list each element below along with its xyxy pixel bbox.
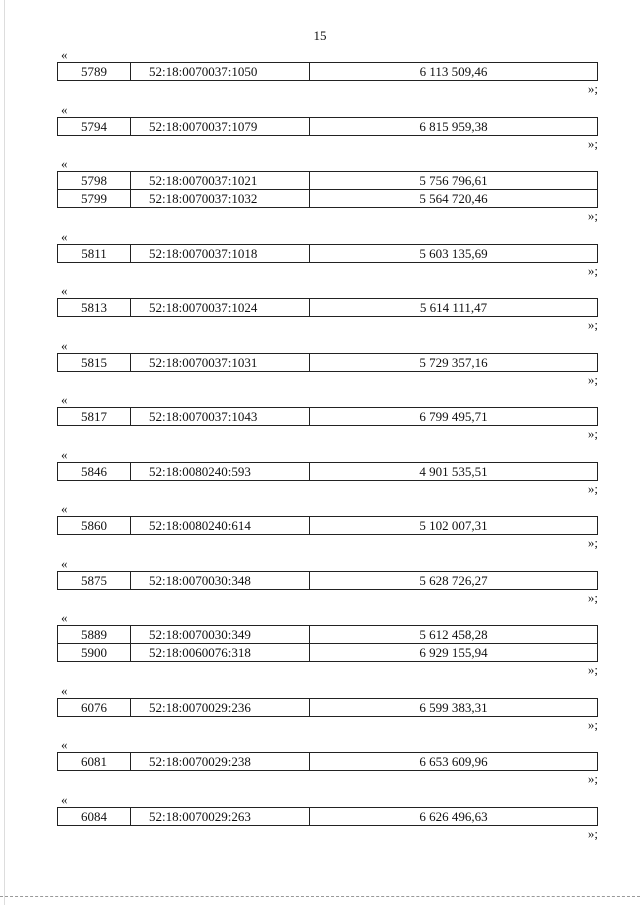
amendment-block (57, 611, 598, 678)
cadastral-table (57, 62, 598, 81)
amendment-block (57, 502, 598, 551)
closing-quote: »; (587, 771, 598, 786)
cadastral-table (57, 171, 598, 208)
cadastral-number-cell: 52:18:0080240:593 (131, 462, 310, 480)
cadastral-number-cell: 52:18:0070037:1021 (131, 172, 310, 190)
closing-quote: »; (587, 716, 598, 732)
table-row (58, 408, 598, 426)
cadastral-table (57, 752, 598, 771)
cadastral-number-cell: 52:18:0070030:349 (131, 626, 310, 644)
amendment-block (57, 284, 598, 333)
row-number-cell: 6076 (58, 698, 131, 716)
amendment-block (57, 48, 598, 97)
table-row (58, 117, 598, 135)
cadastral-table (57, 117, 598, 136)
row-number-cell: 5875 (58, 571, 131, 589)
amendment-block (57, 448, 598, 497)
opening-quote: « (61, 737, 68, 752)
table-row (58, 63, 598, 81)
table-row (58, 244, 598, 262)
amendment-block (57, 557, 598, 606)
footer-line (0, 896, 640, 897)
cadastral-table (57, 516, 598, 535)
cadastral-number-cell: 52:18:0060076:318 (131, 644, 310, 662)
cadastral-table (57, 462, 598, 481)
table-row (58, 299, 598, 317)
opening-quote: « (61, 337, 68, 353)
row-number-cell: 5860 (58, 517, 131, 535)
cadastral-number-cell: 52:18:0070029:236 (131, 698, 310, 716)
opening-quote: « (61, 47, 68, 62)
cadastral-number-cell: 52:18:0070029:263 (131, 807, 310, 825)
row-number-cell: 5846 (58, 462, 131, 480)
closing-quote: »; (587, 371, 598, 387)
opening-quote: « (61, 501, 68, 516)
cadastral-value-cell: 6 599 383,31 (310, 698, 598, 716)
opening-quote: « (61, 101, 68, 117)
row-number-cell: 5815 (58, 353, 131, 371)
closing-quote: »; (587, 317, 598, 332)
table-row (58, 753, 598, 771)
cadastral-number-cell: 52:18:0070037:1079 (131, 117, 310, 135)
cadastral-number-cell: 52:18:0080240:614 (131, 517, 310, 535)
table-row (58, 353, 598, 371)
closing-quote: »; (587, 208, 598, 223)
closing-quote: »; (587, 135, 598, 151)
closing-quote: »; (587, 480, 598, 496)
closing-quote: »; (587, 535, 598, 550)
table-row (58, 626, 598, 644)
table-row (58, 517, 598, 535)
opening-quote: « (61, 446, 68, 462)
cadastral-value-cell: 5 612 458,28 (310, 626, 598, 644)
cadastral-value-cell: 6 799 495,71 (310, 408, 598, 426)
amendment-block (57, 684, 598, 733)
cadastral-value-cell: 5 756 796,61 (310, 172, 598, 190)
cadastral-number-cell: 52:18:0070037:1050 (131, 63, 310, 81)
cadastral-table (57, 353, 598, 372)
amendment-block (57, 393, 598, 442)
row-number-cell: 5789 (58, 63, 131, 81)
table-row (58, 571, 598, 589)
page-number: 15 (313, 28, 327, 43)
closing-quote: »; (587, 426, 598, 441)
opening-quote: « (61, 283, 68, 298)
opening-quote: « (61, 392, 68, 407)
row-number-cell: 5817 (58, 408, 131, 426)
page-edge-line (4, 0, 5, 905)
row-number-cell: 5794 (58, 117, 131, 135)
cadastral-value-cell: 5 603 135,69 (310, 244, 598, 262)
row-number-cell: 5799 (58, 190, 131, 208)
cadastral-table (57, 571, 598, 590)
row-number-cell: 5798 (58, 172, 131, 190)
cadastral-value-cell: 4 901 535,51 (310, 462, 598, 480)
cadastral-table (57, 698, 598, 717)
cadastral-table (57, 625, 598, 662)
opening-quote: « (61, 228, 68, 244)
closing-quote: »; (587, 662, 598, 677)
cadastral-number-cell: 52:18:0070029:238 (131, 753, 310, 771)
cadastral-number-cell: 52:18:0070037:1032 (131, 190, 310, 208)
row-number-cell: 5889 (58, 626, 131, 644)
cadastral-value-cell: 5 614 111,47 (310, 299, 598, 317)
table-row (58, 462, 598, 480)
cadastral-number-cell: 52:18:0070037:1024 (131, 299, 310, 317)
cadastral-number-cell: 52:18:0070037:1043 (131, 408, 310, 426)
table-row (58, 172, 598, 190)
closing-quote: »; (587, 262, 598, 278)
table-row (58, 698, 598, 716)
cadastral-table (57, 244, 598, 263)
cadastral-value-cell: 5 628 726,27 (310, 571, 598, 589)
cadastral-number-cell: 52:18:0070037:1031 (131, 353, 310, 371)
cadastral-value-cell: 6 815 959,38 (310, 117, 598, 135)
amendment-block (57, 157, 598, 224)
row-number-cell: 5900 (58, 644, 131, 662)
table-row (58, 644, 598, 662)
cadastral-value-cell: 6 929 155,94 (310, 644, 598, 662)
cadastral-value-cell: 5 102 007,31 (310, 517, 598, 535)
amendment-block (57, 793, 598, 842)
table-row (58, 190, 598, 208)
amendment-block (57, 339, 598, 388)
row-number-cell: 6084 (58, 807, 131, 825)
closing-quote: »; (587, 81, 598, 96)
opening-quote: « (61, 682, 68, 698)
cadastral-value-cell: 6 113 509,46 (310, 63, 598, 81)
amendment-block (57, 738, 598, 787)
closing-quote: »; (587, 825, 598, 841)
opening-quote: « (61, 555, 68, 571)
opening-quote: « (61, 610, 68, 625)
cadastral-value-cell: 6 653 609,96 (310, 753, 598, 771)
cadastral-value-cell: 6 626 496,63 (310, 807, 598, 825)
cadastral-number-cell: 52:18:0070030:348 (131, 571, 310, 589)
row-number-cell: 5813 (58, 299, 131, 317)
cadastral-table (57, 407, 598, 426)
row-number-cell: 5811 (58, 244, 131, 262)
cadastral-value-cell: 5 729 357,16 (310, 353, 598, 371)
amendment-blocks (57, 48, 598, 847)
cadastral-table (57, 298, 598, 317)
opening-quote: « (61, 791, 68, 807)
cadastral-table (57, 807, 598, 826)
amendment-block (57, 103, 598, 152)
table-row (58, 807, 598, 825)
closing-quote: »; (587, 589, 598, 605)
cadastral-value-cell: 5 564 720,46 (310, 190, 598, 208)
amendment-block (57, 230, 598, 279)
cadastral-number-cell: 52:18:0070037:1018 (131, 244, 310, 262)
row-number-cell: 6081 (58, 753, 131, 771)
opening-quote: « (61, 156, 68, 171)
